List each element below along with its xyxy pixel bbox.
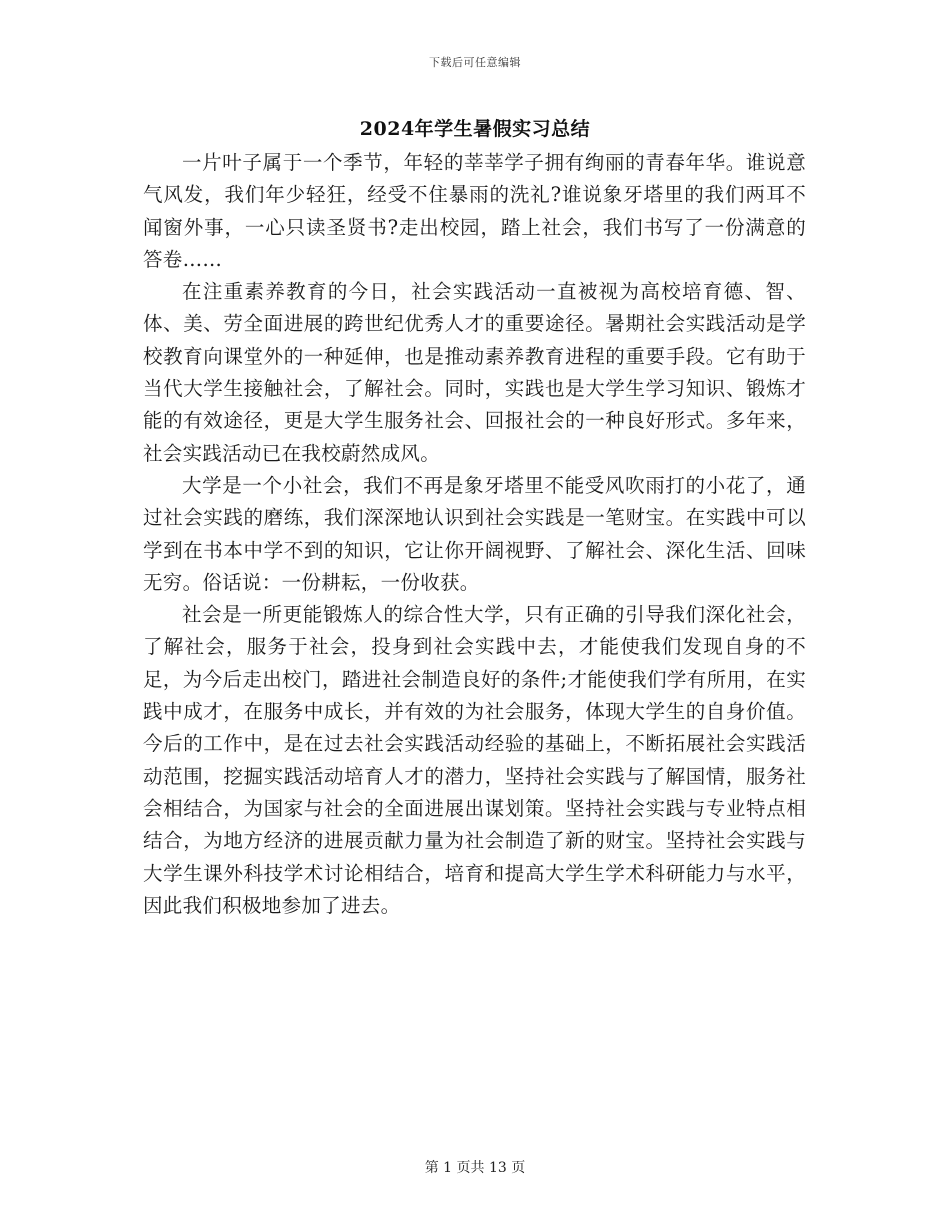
document-title: 2024年学生暑假实习总结 bbox=[359, 118, 591, 140]
page-number: 第 1 页共 13 页 bbox=[424, 1160, 526, 1176]
paragraph-4: 社会是一所更能锻炼人的综合性大学，只有正确的引导我们深化社会，了解社会，服务于社会，投身到社会实践中去，才能使我们发现自身的不足，为今后走出校门，踏进社会制造良好的条件;才能使我们学有所用，在实践中成才，在服务中成长，并有效的为社会服务，体现大学生的自身价值。今后的工作中，是在过去社会实践活动经验的基础上，不断拓展社会实践活动范围，挖掘实践活动培育人才的潜力，坚持社会实践与了解国情，服务社会相结合，为国家与社会的全面进展出谋划策。坚持社会实践与专业特点相结合，为地方经济的进展贡献力量为社会制造了新的财宝。坚持社会实践与大学生课外科技学术讨论相结合，培育和提高大学生学术科研能力与水平，因此我们积极地参加了进去。 bbox=[143, 603, 806, 917]
paragraph-2: 在注重素养教育的今日，社会实践活动一直被视为高校培育德、智、体、美、劳全面进展的跨世纪优秀人才的重要途径。暑期社会实践活动是学校教育向课堂外的一种延伸，也是推动素养教育进程的重要手段。它有助于当代大学生接触社会，了解社会。同时，实践也是大学生学习知识、锻炼才能的有效途径，更是大学生服务社会、回报社会的一种良好形式。多年来，社会实践活动已在我校蔚然成风。 bbox=[143, 280, 806, 465]
paragraph-1: 一片叶子属于一个季节，年轻的莘莘学子拥有绚丽的青春年华。谁说意气风发，我们年少轻狂，经受不住暴雨的洗礼?谁说象牙塔里的我们两耳不闻窗外事，一心只读圣贤书?走出校园，踏上社会，我们书写了一份满意的答卷…… bbox=[143, 151, 806, 271]
document-body bbox=[143, 147, 806, 922]
paragraph-3: 大学是一个小社会，我们不再是象牙塔里不能受风吹雨打的小花了，通过社会实践的磨练，我们深深地认识到社会实践是一笔财宝。在实践中可以学到在书本中学不到的知识，它让你开阔视野、了解社会、深化生活、回味无穷。俗话说：一份耕耘，一份收获。 bbox=[143, 473, 806, 594]
page-header-note: 下载后可任意编辑 bbox=[429, 56, 521, 69]
